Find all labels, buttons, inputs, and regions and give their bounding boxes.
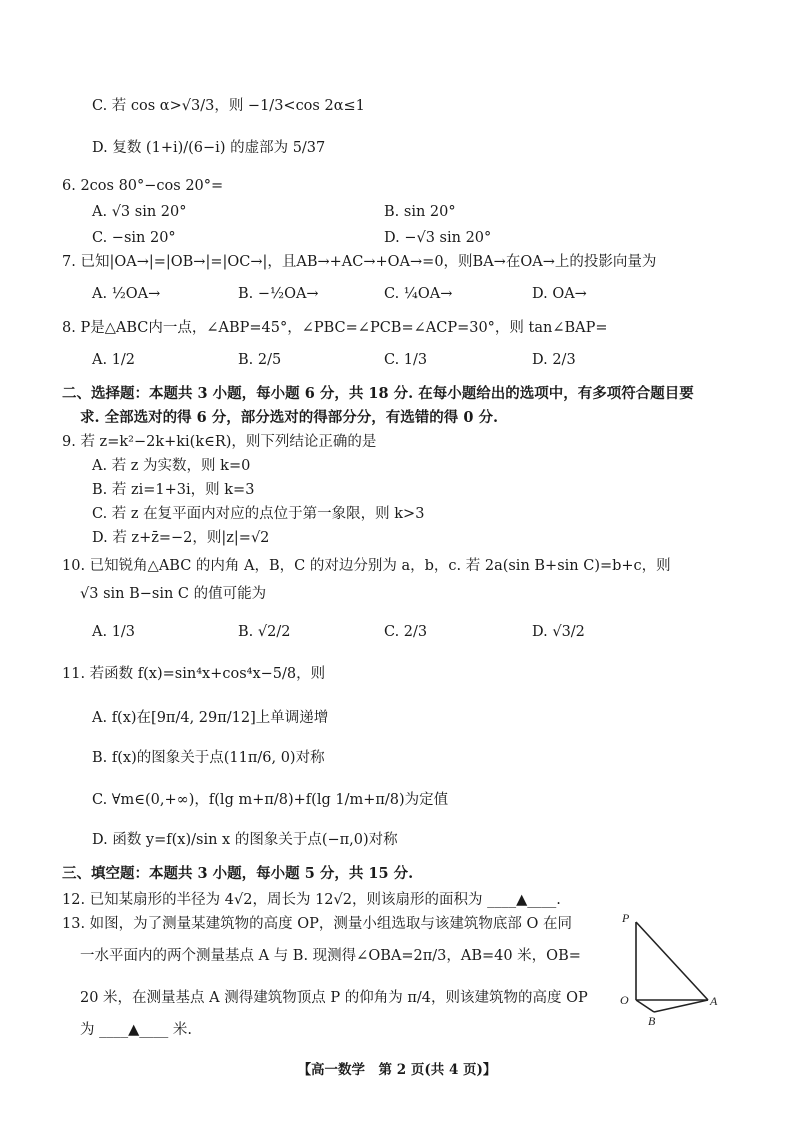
question-6-option-a: A. √3 sin 20°	[92, 204, 187, 220]
question-8-option-c: C. 1/3	[384, 352, 428, 368]
section-3-header: 三、填空题：本题共 3 小题，每小题 5 分，共 15 分.	[62, 865, 414, 882]
question-9-stem: 9. 若 z=k²−2k+ki(k∈R)，则下列结论正确的是	[62, 434, 377, 450]
question-6-option-c: C. −sin 20°	[92, 230, 176, 246]
point-b-label: B	[648, 1014, 656, 1028]
question-13-stem-line-3: 20 米，在测量基点 A 测得建筑物顶点 P 的仰角为 π/4，则该建筑物的高度 OP	[80, 990, 588, 1006]
question-7-option-a: A. ½OA→	[92, 286, 161, 302]
edge-pa	[636, 922, 708, 1000]
question-13-stem-line-1: 13. 如图，为了测量某建筑物的高度 OP，测量小组选取与该建筑物底部 O 在同	[62, 916, 573, 932]
edge-ob	[636, 1000, 654, 1012]
question-9-option-c: C. 若 z 在复平面内对应的点位于第一象限，则 k>3	[92, 506, 425, 522]
question-13-stem-line-2: 一水平面内的两个测量基点 A 与 B. 现测得∠OBA=2π/3，AB=40 米，OB=	[80, 948, 581, 964]
question-6-stem: 6. 2cos 80°−cos 20°=	[62, 178, 224, 194]
question-7-option-d: D. OA→	[532, 286, 587, 302]
question-9-option-d: D. 若 z+z̄=−2，则|z|=√2	[92, 530, 270, 546]
question-10-option-c: C. 2/3	[384, 624, 428, 640]
question-11-stem: 11. 若函数 f(x)=sin⁴x+cos⁴x−5/8，则	[62, 666, 326, 682]
point-p-label: P	[622, 911, 630, 925]
question-6-option-b: B. sin 20°	[384, 204, 456, 220]
question-10-option-b: B. √2/2	[238, 624, 291, 640]
question-8-stem: 8. P是△ABC内一点，∠ABP=45°，∠PBC=∠PCB=∠ACP=30°，则 tan∠BAP=	[62, 320, 608, 336]
question-7-stem: 7. 已知|OA→|=|OB→|=|OC→|，且AB→+AC→+OA→=0，则BA→在OA→上的投影向量为	[62, 254, 657, 270]
question-8-option-b: B. 2/5	[238, 352, 282, 368]
question-9-option-b: B. 若 zi=1+3i，则 k=3	[92, 482, 255, 498]
section-2-header-line-1: 二、选择题：本题共 3 小题，每小题 6 分，共 18 分. 在每小题给出的选项中，有多项符合题目要	[62, 385, 694, 402]
question-7-option-c: C. ¼OA→	[384, 286, 453, 302]
building-measurement-figure	[612, 908, 722, 1028]
question-9-option-a: A. 若 z 为实数，则 k=0	[92, 458, 251, 474]
question-6-option-d: D. −√3 sin 20°	[384, 230, 492, 246]
page-footer: 【高一数学 第 2 页(共 4 页)】	[297, 1062, 497, 1078]
question-8-option-a: A. 1/2	[92, 352, 136, 368]
question-10-option-d: D. √3/2	[532, 624, 585, 640]
question-13-stem-line-4: 为 ____▲____ 米.	[80, 1022, 192, 1038]
question-10-stem-line-1: 10. 已知锐角△ABC 的内角 A，B，C 的对边分别为 a，b，c. 若 2a(sin B+sin C)=b+c，则	[62, 558, 671, 574]
question-10-option-a: A. 1/3	[92, 624, 136, 640]
point-a-label: A	[710, 994, 718, 1008]
question-12-stem: 12. 已知某扇形的半径为 4√2，周长为 12√2，则该扇形的面积为 ____▲____.	[62, 892, 561, 908]
edge-ba	[654, 1000, 708, 1012]
question-11-option-d: D. 函数 y=f(x)/sin x 的图象关于点(−π,0)对称	[92, 832, 398, 848]
question-7-option-b: B. −½OA→	[238, 286, 319, 302]
point-o-label: O	[620, 993, 629, 1007]
question-10-stem-line-2: √3 sin B−sin C 的值可能为	[80, 586, 267, 602]
question-11-option-b: B. f(x)的图象关于点(11π/6, 0)对称	[92, 750, 325, 766]
question-11-option-a: A. f(x)在[9π/4, 29π/12]上单调递增	[92, 710, 329, 726]
question-5-option-d: D. 复数 (1+i)/(6−i) 的虚部为 5/37	[92, 140, 326, 156]
question-11-option-c: C. ∀m∈(0,+∞)，f(lg m+π/8)+f(lg 1/m+π/8)为定值	[92, 792, 449, 808]
question-8-option-d: D. 2/3	[532, 352, 576, 368]
section-2-header-line-2: 求. 全部选对的得 6 分，部分选对的得部分分，有选错的得 0 分.	[80, 409, 499, 426]
question-5-option-c: C. 若 cos α>√3/3，则 −1/3<cos 2α≤1	[92, 98, 365, 114]
